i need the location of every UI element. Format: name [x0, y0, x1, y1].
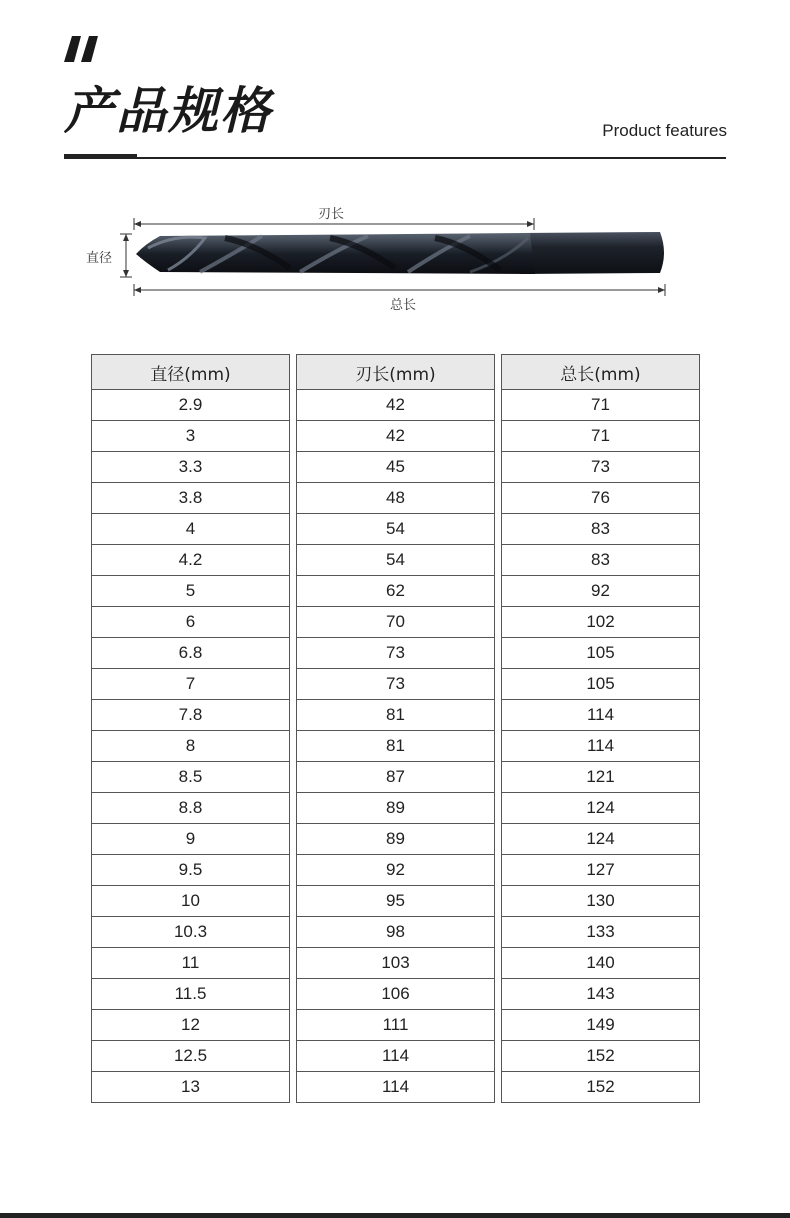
table-cell: 7.8: [92, 700, 289, 731]
table-cell: 71: [502, 390, 699, 421]
table-cell: 9.5: [92, 855, 289, 886]
table-cell: 7: [92, 669, 289, 700]
table-cell: 11.5: [92, 979, 289, 1010]
table-cell: 3.3: [92, 452, 289, 483]
table-cell: 133: [502, 917, 699, 948]
table-cell: 10: [92, 886, 289, 917]
table-cell: 13: [92, 1072, 289, 1103]
table-cell: 5: [92, 576, 289, 607]
table-cell: 11: [92, 948, 289, 979]
table-cell: 81: [297, 731, 494, 762]
blade-length-label: 刃长: [318, 207, 345, 222]
table-cell: 111: [297, 1010, 494, 1041]
table-cell: 121: [502, 762, 699, 793]
table-cell: 73: [297, 638, 494, 669]
table-cell: 76: [502, 483, 699, 514]
quote-mark-icon: [62, 36, 102, 62]
table-cell: 83: [502, 514, 699, 545]
table-cell: 143: [502, 979, 699, 1010]
table-cell: 48: [297, 483, 494, 514]
table-cell: 114: [502, 731, 699, 762]
diameter-label: 直径: [86, 251, 113, 266]
table-cell: 70: [297, 607, 494, 638]
table-cell: 105: [502, 669, 699, 700]
table-cell: 89: [297, 793, 494, 824]
table-cell: 124: [502, 824, 699, 855]
table-cell: 3: [92, 421, 289, 452]
page-subtitle: Product features: [602, 121, 727, 140]
table-cell: 8.8: [92, 793, 289, 824]
header-accent-bar: [64, 154, 137, 159]
footer-divider: [0, 1213, 790, 1218]
table-cell: 87: [297, 762, 494, 793]
table-cell: 62: [297, 576, 494, 607]
table-cell: 114: [297, 1072, 494, 1103]
total-length-label: 总长: [390, 298, 417, 313]
table-cell: 42: [297, 421, 494, 452]
table-cell: 89: [297, 824, 494, 855]
table-cell: 106: [297, 979, 494, 1010]
table-cell: 4.2: [92, 545, 289, 576]
column-header: 总长(mm): [502, 355, 699, 390]
table-cell: 12: [92, 1010, 289, 1041]
table-cell: 2.9: [92, 390, 289, 421]
column-header: 刃长(mm): [297, 355, 494, 390]
table-cell: 130: [502, 886, 699, 917]
table-cell: 42: [297, 390, 494, 421]
column-header: 直径(mm): [92, 355, 289, 390]
table-cell: 81: [297, 700, 494, 731]
drill-diagram: [0, 190, 790, 330]
table-cell: 6: [92, 607, 289, 638]
table-cell: 127: [502, 855, 699, 886]
table-cell: 3.8: [92, 483, 289, 514]
diameter-column: [91, 354, 290, 1103]
table-cell: 102: [502, 607, 699, 638]
table-cell: 54: [297, 514, 494, 545]
table-cell: 10.3: [92, 917, 289, 948]
table-cell: 54: [297, 545, 494, 576]
table-cell: 152: [502, 1041, 699, 1072]
table-cell: 8.5: [92, 762, 289, 793]
table-cell: 105: [502, 638, 699, 669]
table-cell: 98: [297, 917, 494, 948]
header-divider: [64, 157, 726, 159]
table-cell: 95: [297, 886, 494, 917]
blade-length-column: [296, 354, 495, 1103]
table-cell: 8: [92, 731, 289, 762]
table-cell: 12.5: [92, 1041, 289, 1072]
page-title: 产品规格: [64, 82, 272, 140]
table-cell: 103: [297, 948, 494, 979]
table-cell: 71: [502, 421, 699, 452]
total-length-column: [501, 354, 700, 1103]
table-cell: 124: [502, 793, 699, 824]
table-cell: 114: [297, 1041, 494, 1072]
table-cell: 140: [502, 948, 699, 979]
table-cell: 73: [502, 452, 699, 483]
table-cell: 114: [502, 700, 699, 731]
table-cell: 83: [502, 545, 699, 576]
table-cell: 92: [502, 576, 699, 607]
table-cell: 45: [297, 452, 494, 483]
table-cell: 149: [502, 1010, 699, 1041]
table-cell: 9: [92, 824, 289, 855]
table-cell: 73: [297, 669, 494, 700]
table-cell: 4: [92, 514, 289, 545]
table-cell: 152: [502, 1072, 699, 1103]
table-cell: 6.8: [92, 638, 289, 669]
table-cell: 92: [297, 855, 494, 886]
